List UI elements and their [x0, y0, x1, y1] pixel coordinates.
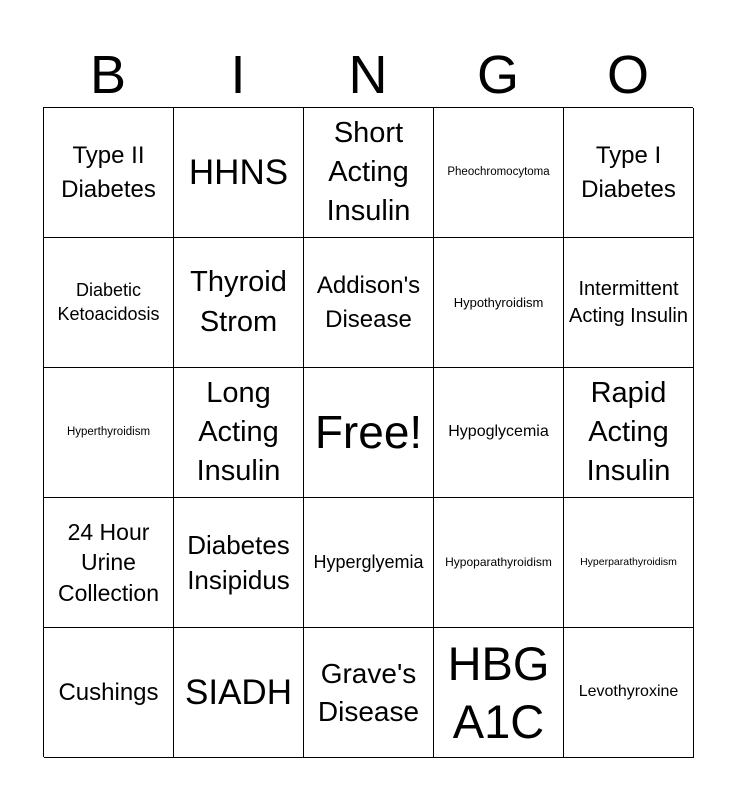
bingo-cell[interactable] — [174, 238, 304, 368]
bingo-cell[interactable] — [174, 498, 304, 628]
bingo-cell[interactable] — [44, 108, 174, 238]
cell-label: Long Acting Insulin — [196, 376, 281, 488]
header-letter-b: B — [89, 45, 127, 105]
cell-label: Addison's Disease — [316, 271, 421, 333]
bingo-cell[interactable] — [304, 498, 434, 628]
cell-label: Type I Diabetes — [581, 141, 676, 203]
bingo-cell[interactable] — [434, 368, 564, 498]
header-letter-n: N — [348, 45, 388, 105]
cell-label: Rapid Acting Insulin — [586, 376, 671, 488]
bingo-cell[interactable] — [174, 368, 304, 498]
bingo-cell[interactable] — [564, 368, 694, 498]
bingo-cell[interactable] — [44, 238, 174, 368]
cell-label: 24 Hour Urine Collection — [58, 518, 159, 606]
bingo-cell[interactable] — [434, 498, 564, 628]
cell-label: Grave's Disease — [317, 657, 420, 727]
header-letter-g: G — [476, 45, 519, 105]
cell-label: Levothyroxine — [578, 683, 679, 701]
cell-label: Hyperglyemia — [313, 551, 424, 572]
bingo-board — [43, 107, 693, 757]
cell-label: Hypothyroidism — [453, 294, 544, 310]
cell-label: Cushings — [58, 678, 159, 706]
bingo-cell[interactable] — [174, 628, 304, 758]
bingo-cell[interactable] — [174, 108, 304, 238]
cell-label: HHNS — [188, 152, 289, 192]
cell-label: Free! — [314, 405, 423, 458]
bingo-cell[interactable] — [434, 628, 564, 758]
cell-label: Diabetes Insipidus — [187, 530, 290, 595]
cell-label: Hyperparathyroidism — [580, 556, 677, 569]
cell-label: Hypoparathyroidism — [445, 555, 552, 570]
cell-label: Intermittent Acting Insulin — [569, 277, 688, 327]
bingo-cell[interactable] — [44, 628, 174, 758]
bingo-cell[interactable] — [304, 368, 434, 498]
bingo-cell[interactable] — [304, 238, 434, 368]
header-letter-i: I — [230, 45, 246, 105]
bingo-cell[interactable] — [564, 108, 694, 238]
bingo-cell[interactable] — [44, 498, 174, 628]
bingo-cell[interactable] — [44, 368, 174, 498]
cell-label: HBG A1C — [447, 637, 550, 748]
bingo-cell[interactable] — [434, 108, 564, 238]
header-letter-o: O — [606, 45, 649, 105]
bingo-header — [43, 42, 693, 108]
cell-label: Pheochromocytoma — [447, 165, 550, 178]
bingo-cell[interactable] — [304, 108, 434, 238]
bingo-cell[interactable] — [434, 238, 564, 368]
cell-label: Thyroid Strom — [190, 266, 287, 338]
cell-label: Hypoglycemia — [448, 423, 549, 441]
cell-label: Type II Diabetes — [61, 141, 156, 203]
cell-label: Diabetic Ketoacidosis — [57, 280, 160, 324]
cell-label: Short Acting Insulin — [326, 116, 411, 228]
bingo-cell[interactable] — [564, 238, 694, 368]
cell-label: Hyperthyroidism — [66, 425, 151, 438]
bingo-cell[interactable] — [304, 628, 434, 758]
cell-label: SIADH — [185, 672, 292, 712]
bingo-cell[interactable] — [564, 498, 694, 628]
bingo-cell[interactable] — [564, 628, 694, 758]
